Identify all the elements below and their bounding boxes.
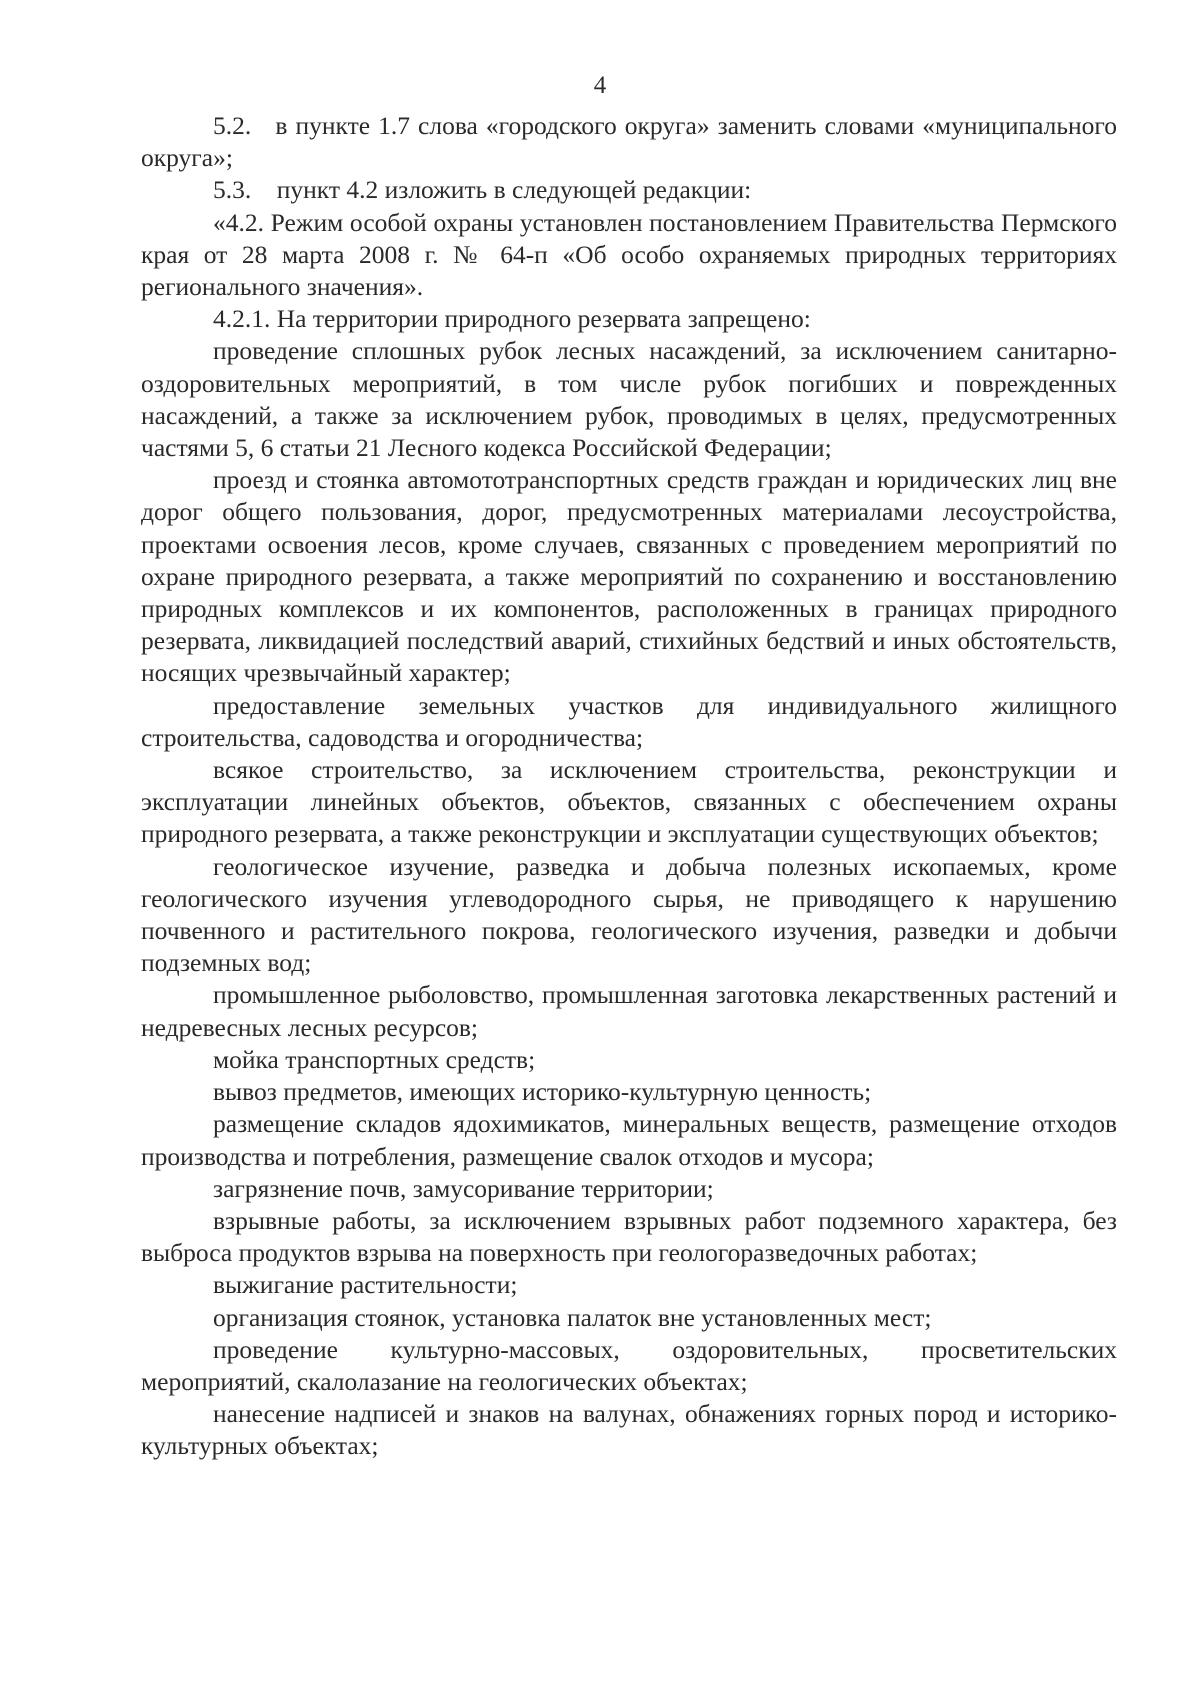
list-item: организация стоянок, установка палаток вне установленных мест; (213, 1302, 932, 1332)
paragraph-5-2: 5.2. в пункте 1.7 слова «городского округа» заменить словами «муниципального округа»; (141, 111, 1117, 173)
list-item: нанесение надписей и знаков на валунах, обнажениях горных пород и историко-культурных объектах; (141, 1399, 1117, 1461)
paragraph-4-2-1: 4.2.1. На территории природного резервата запрещено: (213, 304, 811, 334)
list-item: размещение складов ядохимикатов, минеральных веществ, размещение отходов производства и потребления, размещение свалок отходов и мусора; (141, 1109, 1117, 1171)
list-item: проведение сплошных рубок лесных насаждений, за исключением санитарно-оздоровительных мероприятий, в том числе рубок погибших и поврежденных насаждений, а также за исключением рубок, проводимых в целях, предусмотренных частями 5, 6 статьи 21 Лесного кодекса Российской Федерации; (141, 336, 1117, 463)
list-item: промышленное рыболовство, промышленная заготовка лекарственных растений и недревесных лесных ресурсов; (141, 980, 1117, 1042)
list-item: мойка транспортных средств; (213, 1044, 536, 1074)
list-item: загрязнение почв, замусоривание территории; (213, 1173, 714, 1203)
list-item: проведение культурно-массовых, оздоровительных, просветительских мероприятий, скалолазание на геологических объектах; (141, 1334, 1117, 1396)
paragraph-5-3: 5.3. пункт 4.2 изложить в следующей редакции: (213, 175, 752, 205)
list-item: проезд и стоянка автомототранспортных средств граждан и юридических лиц вне дорог общего пользования, дорог, предусмотренных материалами лесоустройства, проектами освоения лесов, кроме случаев, связанных с проведением мероприятий по охране природного резервата, а также мероприятий по сохранению и восстановлению природных комплексов и их компонентов, расположенных в границах природного резервата, ликвидацией последствий аварий, стихийных бедствий и иных обстоятельств, носящих чрезвычайный характер; (141, 465, 1117, 688)
page-number: 4 (593, 72, 607, 99)
list-item: предоставление земельных участков для индивидуального жилищного строительства, садоводства и огородничества; (141, 690, 1117, 752)
list-item: вывоз предметов, имеющих историко-культурную ценность; (213, 1077, 872, 1107)
list-item: выжигание растительности; (213, 1270, 518, 1300)
list-item: геологическое изучение, разведка и добыча полезных ископаемых, кроме геологического изучения углеводородного сырья, не приводящего к нарушению почвенного и растительного покрова, геологического изучения, разведки и добычи подземных вод; (141, 851, 1117, 978)
document-body (141, 110, 1117, 1463)
list-item: всякое строительство, за исключением строительства, реконструкции и эксплуатации линейных объектов, объектов, связанных с обеспечением охраны природного резервата, а также реконструкции и эксплуатации существующих объектов; (141, 755, 1117, 849)
paragraph-4-2: «4.2. Режим особой охраны установлен постановлением Правительства Пермского края от 28 марта 2008 г. № 64-п «Об особо охраняемых природных территориях регионального значения». (141, 207, 1117, 302)
list-item: взрывные работы, за исключением взрывных работ подземного характера, без выброса продуктов взрыва на поверхность при геологоразведочных работах; (141, 1205, 1117, 1268)
